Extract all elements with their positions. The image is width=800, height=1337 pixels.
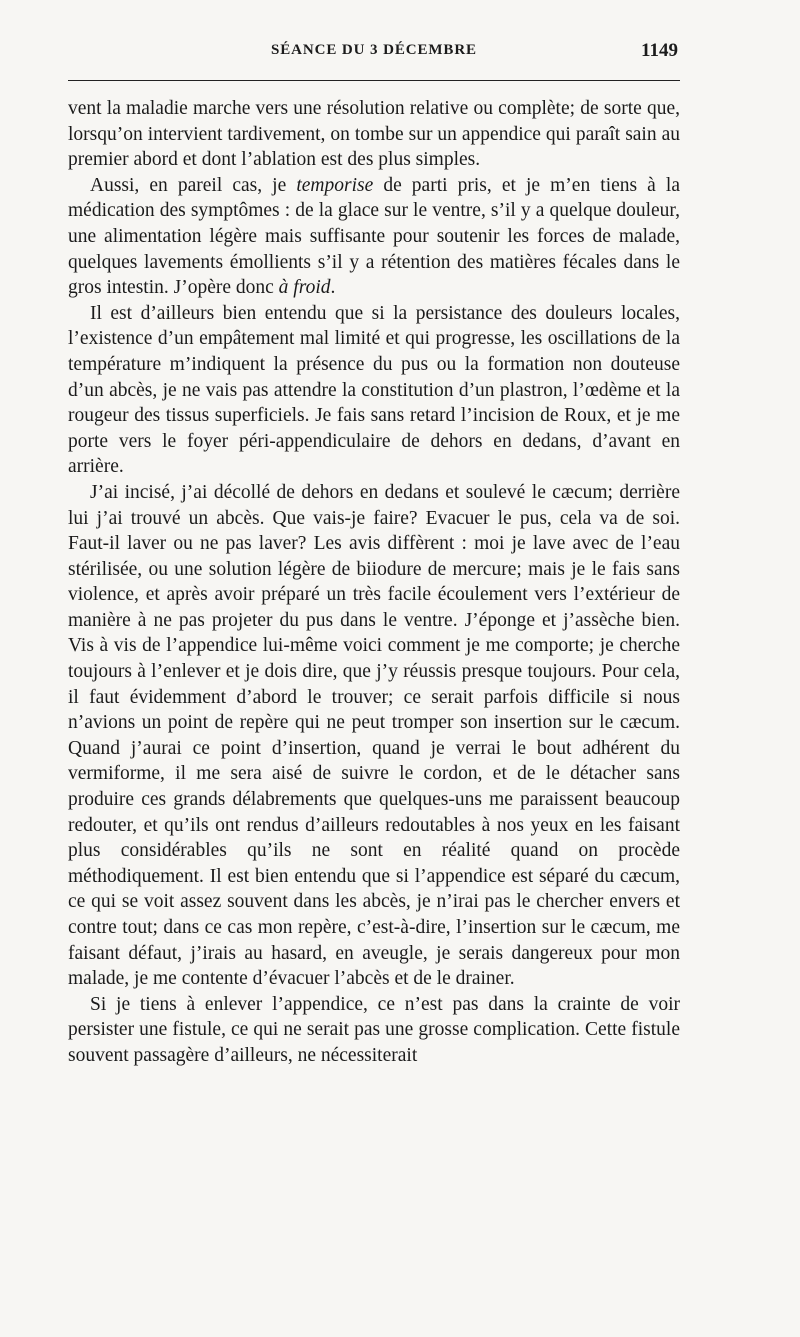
paragraph bbox=[68, 480, 680, 992]
running-title: SÉANCE DU 3 DÉCEMBRE bbox=[271, 42, 477, 58]
paragraph bbox=[68, 301, 680, 480]
italic-term: à froid bbox=[278, 277, 331, 299]
page-header bbox=[68, 42, 680, 74]
text-segment: . bbox=[330, 277, 336, 299]
paragraph bbox=[68, 96, 680, 173]
text-segment: J’ai incisé, j’ai décollé de dehors en dedans et soulevé le cæcum; derrière lui j’ai trouvé un abcès. Que vais-je faire? Evacuer le pus, cela va de soi. Faut-il laver ou ne pas laver? Les avis diffèrent : moi je lave avec de l’eau stérilisée, ou une solution légère de biiodure de mercure; mais je le fais sans violence, et après avoir préparé un très facile écoulement vers l’extérieur de manière à ne pas projeter du pus dans le ventre. J’éponge et j’assèche bien. Vis à vis de l’appendice lui-même voici comment je me comporte; je cherche toujours à l’enlever et je dois dire, que j’y réussis presque toujours. Pour cela, il faut évidemment d’abord le trouver; ce serait parfois difficile si nous n’avions un point de repère qui ne peut tromper son insertion sur le cæcum. Quand j’aurai ce point d’insertion, quand je verrai le bout adhérent du vermiforme, il me sera aisé de suivre le cordon, et de le détacher sans produire ces grands délabrements que quelques-uns me paraissent beaucoup redouter, et qu’ils ont rendus d’ailleurs redoutables à nos yeux en les faisant plus considérables qu’ils ne sont en réalité quand on procède méthodiquement. Il est bien entendu que si l’appendice est séparé du cæcum, ce qui se voit assez souvent dans les abcès, je n’irai pas le chercher envers et contre tout; dans ce cas mon repère, c’est-à-dire, l’insertion sur le cæcum, me faisant défaut, j’irais au hasard, en aveugle, je serais dangereux pour mon malade, je me contente d’évacuer l’abcès et de le drainer. bbox=[68, 481, 680, 990]
text-segment: vent la maladie marche vers une résolution relative ou complète; de sorte que, lorsqu’on intervient tardivement, on tombe sur un appendice qui paraît sain au premier abord et dont l’ablation est des plus simples. bbox=[68, 98, 680, 171]
text-segment: de parti pris, et je m’en tiens à la médication des symptômes : de la glace sur le ventre, s’il y a quelque douleur, une alimentation légère mais suffisante pour soutenir les forces de malade, quelques lavements émollients s’il y a rétention des matières fécales dans le gros intestin. J’opère donc bbox=[68, 174, 680, 299]
paragraph bbox=[68, 173, 680, 301]
paragraph bbox=[68, 992, 680, 1069]
text-segment: Si je tiens à enlever l’appendice, ce n’est pas dans la crainte de voir persister une fistule, ce qui ne serait pas une grosse complication. Cette fistule souvent passagère d’ailleurs, ne nécessiterait bbox=[68, 993, 680, 1066]
text-segment: Aussi, en pareil cas, je bbox=[90, 174, 297, 196]
text-segment: Il est d’ailleurs bien entendu que si la persistance des douleurs locales, l’existence d’un empâtement mal limité et qui progresse, les oscillations de la température m’indiquent la présence du pus ou la formation non douteuse d’un abcès, je ne vais pas attendre la constitution d’un plastron, l’œdème et la rougeur des tissus superficiels. Je fais sans retard l’incision de Roux, et je me porte vers le foyer péri-appendiculaire de dehors en dedans, d’avant en arrière. bbox=[68, 302, 680, 478]
header-rule bbox=[68, 80, 680, 81]
page-number: 1149 bbox=[641, 40, 678, 61]
body-text bbox=[68, 96, 680, 1069]
italic-term: temporise bbox=[296, 174, 374, 196]
